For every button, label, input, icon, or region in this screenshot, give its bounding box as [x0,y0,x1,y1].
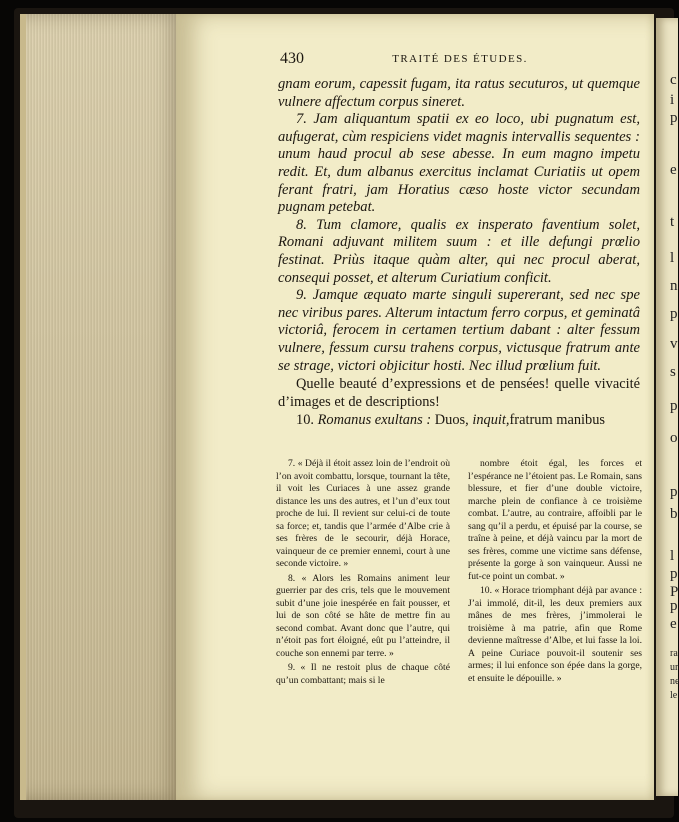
facing-page-fragment: ur [670,662,679,673]
facing-page-fragment: v [670,336,678,352]
facing-page-fragment: i [670,92,675,108]
main-text [278,76,640,430]
facing-page-fragment: ne [670,676,679,687]
facing-page-fragment: l [670,548,675,564]
paragraph-latin-7: 7. Jam aliquantum spatii ex eo loco, ubi pugnatum est, aufugerat, cùm respiciens videt magnis intervallis sequentes : unum haud procul ab sese abesse. In eum magno impetu redit. Et, dum albanus exercitus inclamat Curiatiis ut opem ferant fratri, jam Horatius cæso hoste victor secundam pugnam petebat. [278,111,640,216]
text-fragment: Duos, [434,412,469,429]
facing-page-fragment: p [670,484,678,500]
facing-page-fragment: n [670,278,678,294]
facing-page-fragment: l [670,250,675,266]
facing-page-fragment: e [670,616,677,632]
paragraph-latin-1: gnam eorum, capessit fugam, ita ratus secuturos, ut quemque vulnere affectum corpus sineret. [278,76,640,110]
italic-phrase: Romanus exultans : [317,412,432,429]
footnote-column-right [468,458,642,687]
facing-page-fragment: p [670,398,678,414]
facing-page-fragment: e [670,162,677,178]
italic-word: inquit, [472,412,510,429]
footnote-7: 7. « Déjà il étoit assez loin de l’endroit où l’on avoit combattu, lorsque, tournant la tête, il voit les Curiaces à une assez grande distance les uns des autres, et l’un d’eux tout proche de lui. Il revient sur celui-ci de toute sa force; et, tandis que l’armée d’Albe crie à ses frères de le secourir, déjà Horace, vainqueur de ce premier ennemi, court à une seconde victoire. » [276,458,450,569]
book-page [176,14,654,800]
footnote-9-continued: nombre étoit égal, les forces et l’espérance ne l’étoient pas. Le Romain, sans blessure, et fier d’une double victoire, marche plein de confiance à ce troisième combat. L’autre, au contraire, affoibli par le sang qu’il a perdu, et épuisé par la course, se traîne à peine, et déjà vaincu par la mort de ses frères, comme une victime sans défense, présente la gorge à son vainqueur. Aussi ne fut-ce point un combat. » [468,458,642,582]
footnote-10: 10. « Horace triomphant déjà par avance : J’ai immolé, dit-il, les deux premiers aux mânes de mes frères, j’immolerai le troisième à ma patrie, afin que Rome devienne maîtresse d’Albe, et lui fasse la loi. A peine Curiace pouvoit-il soutenir ses armes; il lui enfonce son épée dans la gorge, et ensuite le dépouille. » [468,585,642,684]
footnote-8: 8. « Alors les Romains animent leur guerrier par des cris, tels que le mouvement subit d’une joie inespérée en fait pousser, et lui de son côté se hâte de mettre fin au second combat. Avant donc que l’autre, qui n’étoit pas fort éloigné, eût pu l’atteindre, il couche son ennemi par terre. » [276,572,450,659]
paragraph-number: 10. [296,412,314,429]
paragraph-latin-8: 8. Tum clamore, qualis ex insperato faventium solet, Romani adjuvant militem suum : et ille defungi prœlio festinat. Priùs itaque quàm alter, qui nec procul aberat, consequi posset, et alterum Curiatium conficit. [278,216,640,286]
footnote-9: 9. « Il ne restoit plus de chaque côté qu’un combattant; mais si le [276,662,450,686]
text-fragment: fratrum manibus [509,412,606,429]
paragraph-10 [278,412,640,430]
running-head [280,50,640,74]
facing-page-edge [656,18,678,796]
facing-page-fragment: p [670,110,678,126]
facing-page-fragment: c [670,72,677,88]
facing-page-fragment: p [670,566,678,582]
facing-page-fragment: b [670,506,678,522]
footnote-column-left [276,458,450,689]
page-edges [20,14,186,800]
facing-page-fragment: o [670,430,678,446]
page-number: 430 [280,50,304,67]
facing-page-fragment: le [670,690,678,701]
paragraph-latin-9: 9. Jamque æquato marte singuli supererant, sed nec spe nec viribus pares. Alterum intactum ferro corpus, et geminatâ victoriâ, ferocem in certamen tertium dabant : alter fessum vulnere, fessum cursu trahens corpus, victusque fratrum ante se strage, victori objicitur hosti. Nec illud prœlium fuit. [278,287,640,374]
facing-page-fragment: p [670,598,678,614]
facing-page-fragment: P [670,584,679,600]
footnotes [276,458,642,728]
paragraph-commentary: Quelle beauté d’expressions et de pensées! quelle vivacité d’images et de descriptions! [278,376,640,410]
facing-page-fragment: t [670,214,675,230]
facing-page-fragment: s [670,364,676,380]
facing-page-fragment: p [670,306,678,322]
facing-page-fragment: ra [670,648,678,659]
running-title: TRAITÉ DES ÉTUDES. [392,53,528,65]
